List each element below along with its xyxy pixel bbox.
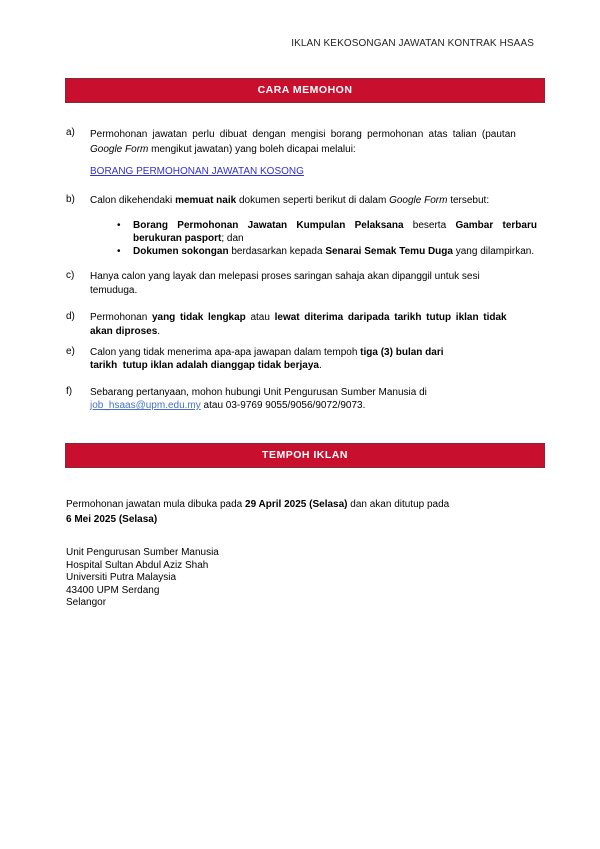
- text-line: [90, 270, 545, 284]
- list-item-c: [65, 270, 545, 297]
- text-run: .: [157, 325, 161, 337]
- tempoh-iklan-paragraph: [66, 497, 546, 527]
- list-item-c-text: [90, 270, 545, 297]
- text-run: atau 03-9769 9055/9056/9072/9073.: [200, 400, 366, 411]
- text-run: tiga (3) bulan dari: [360, 347, 444, 358]
- list-item-b-text: [90, 194, 545, 207]
- text-run: Hanya calon yang layak dan melepasi proses saringan sahaja akan dipanggil untuk sesi: [90, 271, 480, 282]
- list-marker-c: c): [66, 270, 75, 281]
- bullet-item-borang: [65, 219, 545, 245]
- text-run: ; dan: [221, 233, 244, 244]
- text-run: Permohonan jawatan mula dibuka pada: [66, 499, 246, 510]
- text-run: Gambar terbaru: [455, 220, 537, 231]
- list-item-a-text: [90, 127, 545, 157]
- text-line: [90, 284, 545, 298]
- text-run: berdasarkan kepada: [228, 246, 326, 257]
- email-link[interactable]: job_hsaas@upm.edu.my: [90, 400, 201, 411]
- text-run: Permohonan jawatan perlu dibuat dengan mengisi borang permohonan atas talian (pautan: [90, 129, 516, 140]
- list-marker-d: d): [66, 311, 75, 322]
- text-line: [90, 346, 545, 359]
- text-run: tersebut:: [447, 195, 490, 206]
- list-item-f-text: [90, 386, 545, 412]
- section-banner-tempoh-iklan: [65, 443, 545, 468]
- list-item-d-text: [90, 311, 545, 338]
- text-run: atau: [245, 312, 275, 323]
- upload-documents-bullet-list: [65, 219, 545, 258]
- text-run: Google Form: [90, 144, 149, 155]
- text-run: Dokumen sokongan: [133, 246, 229, 257]
- text-run: dokumen seperti berikut di dalam: [236, 195, 390, 206]
- text-line: [90, 325, 545, 339]
- list-item-f: [65, 386, 545, 412]
- list-item-e: [65, 346, 545, 372]
- text-line: [90, 127, 545, 142]
- document-header-title: IKLAN KEKOSONGAN JAWATAN KONTRAK HSAAS: [291, 38, 534, 49]
- list-item-b: [65, 194, 545, 207]
- text-run: .: [318, 360, 322, 371]
- text-line: [90, 194, 545, 207]
- list-item-e-text: [90, 346, 545, 372]
- text-line: [90, 142, 545, 157]
- list-marker-a: a): [66, 127, 75, 138]
- list-item-d: [65, 311, 545, 338]
- text-line: [90, 386, 545, 399]
- text-run: akan diproses: [90, 325, 158, 337]
- text-run: temuduga.: [90, 284, 138, 296]
- borang-permohonan-link[interactable]: BORANG PERMOHONAN JAWATAN KOSONG: [90, 166, 304, 177]
- text-run: Senarai Semak Temu Duga: [325, 246, 453, 257]
- text-run: Google Form: [389, 195, 448, 206]
- bullet-item-dokumen: [65, 245, 545, 258]
- bullet-item-borang-text: [133, 219, 540, 245]
- address-line-state: Selangor: [66, 597, 107, 608]
- address-block: [66, 547, 466, 610]
- list-marker-e: e): [66, 346, 75, 357]
- address-line-unit: Unit Pengurusan Sumber Manusia: [66, 547, 219, 558]
- text-run: yang tidak lengkap: [151, 312, 246, 323]
- text-run: Permohonan: [90, 312, 152, 323]
- text-run: 6 Mei 2025 (Selasa): [66, 514, 158, 525]
- text-run: dan akan ditutup pada: [347, 499, 450, 510]
- text-line: [90, 311, 545, 325]
- text-run: Borang Permohonan Jawatan Kumpulan Pelaksana: [133, 220, 404, 231]
- text-run: Sebarang pertanyaan, mohon hubungi Unit Pengurusan Sumber Manusia di: [90, 387, 427, 398]
- list-item-a: [65, 127, 545, 157]
- section-banner-tempoh-label: TEMPOH IKLAN: [262, 449, 348, 461]
- text-line: [90, 359, 545, 372]
- list-marker-b: b): [66, 194, 75, 205]
- address-line-postcode: 43400 UPM Serdang: [66, 584, 160, 596]
- text-run: Calon yang tidak menerima apa-apa jawapan dalam tempoh: [90, 347, 361, 358]
- text-line: [90, 399, 545, 412]
- address-line-hospital: Hospital Sultan Abdul Aziz Shah: [66, 559, 209, 571]
- text-run: yang dilampirkan.: [452, 246, 535, 257]
- list-marker-f: f): [66, 386, 73, 397]
- section-banner-cara-memohon: [65, 78, 545, 103]
- text-run: 29 April 2025 (Selasa): [245, 499, 348, 510]
- section-banner-cara-label: CARA MEMOHON: [257, 84, 353, 96]
- text-line: [133, 232, 540, 245]
- text-line: [133, 219, 540, 232]
- text-run: lewat diterima daripada tarikh tutup iklan tidak: [274, 312, 507, 323]
- text-run: beserta: [403, 220, 456, 231]
- text-line: [133, 245, 540, 258]
- text-run: mengikut jawatan) yang boleh dicapai melalui:: [148, 144, 356, 155]
- text-run: berukuran pasport: [133, 233, 222, 244]
- bullet-item-dokumen-text: [133, 245, 540, 258]
- text-line: [66, 512, 546, 527]
- text-line: [66, 497, 546, 512]
- address-line-university: Universiti Putra Malaysia: [66, 572, 177, 583]
- bullet-icon: •: [117, 246, 121, 257]
- bullet-icon: •: [117, 220, 121, 231]
- text-run: tarikh tutup iklan adalah dianggap tidak berjaya: [90, 360, 319, 371]
- text-run: memuat naik: [175, 195, 237, 206]
- text-run: Calon dikehendaki: [90, 195, 176, 206]
